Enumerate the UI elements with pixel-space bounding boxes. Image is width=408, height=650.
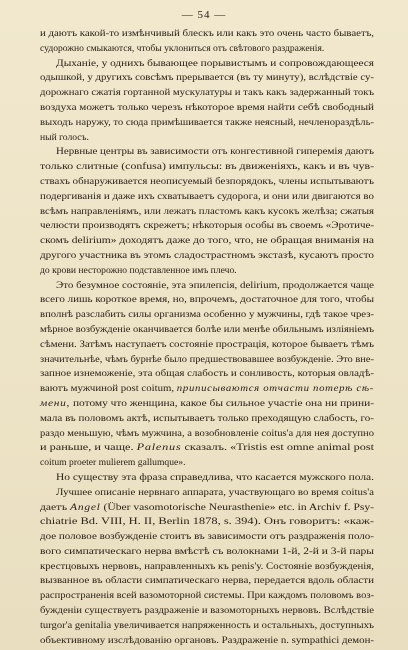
text-line (40, 71, 374, 86)
text-line-content: всѣмъ направленіямъ, или лежатъ пластомъ какъ кусокъ желѣза; сжатыя (40, 205, 374, 217)
text-line (40, 486, 374, 501)
text-line-content: другого участника въ этомъ сладострастномъ экстазѣ, кусаютъ просто (40, 249, 374, 261)
text-line (40, 323, 374, 338)
text-line (40, 456, 374, 471)
text-line-content: и раньше, и чаще. Palenus сказалъ. «Tristis est omne animal post (40, 442, 375, 454)
text-line-content: turgor'a genitalia увеличивается напряженность и остальныхъ, доступныхъ (40, 619, 374, 631)
text-line-content: до крови несторожно подставленное имъ плечо. (40, 264, 237, 276)
text-line (40, 574, 374, 589)
text-line-content: воздуха можетъ только черезъ нѣкоторое время найти себѣ свободный (40, 101, 375, 113)
text-line (40, 264, 374, 279)
text-line-content: сѣмени. Затѣмъ наступаетъ состояніе прострація, которое бываетъ тѣмъ (40, 338, 374, 350)
text-line (40, 279, 374, 294)
text-line-content: даетъ Angel (Über vasomotorische Neurasthenie» etc. in Archiv f. Psy- (40, 501, 375, 513)
text-line (40, 175, 374, 190)
text-line-content: только слитные (confusa) импульсы: въ движеніяхъ, какъ и въ чув- (40, 161, 375, 173)
text-line-content: ваютъ мужчиной post coitum, приписываются отчасти потерѣ сѣ- (40, 383, 374, 395)
text-line-content: ствахъ обнаруживается неописуемый безпорядокъ, члены испытываютъ (40, 175, 375, 187)
text-line (40, 338, 374, 353)
text-line (40, 160, 374, 175)
text-line-content: Это безумное состояніе, эта эпилепсія, delirium, продолжается чаще (56, 279, 375, 291)
text-line (40, 515, 374, 530)
text-line (40, 530, 374, 545)
text-line (40, 190, 374, 205)
text-line-content: всего лишь короткое время, но, впрочемъ, достаточное для того, чтобы (40, 294, 375, 306)
text-line-content: скомъ delirium» доходятъ даже до того, что, не обращая вниманія на (40, 235, 374, 247)
text-line-content: Лучшее описаніе нервнаго аппарата, участвующаго во время coitus'а (56, 486, 374, 498)
text-line-content: ный голосъ. (40, 131, 89, 143)
page-number: — 54 — (181, 9, 227, 21)
text-line (40, 27, 374, 42)
text-line (40, 145, 374, 160)
text-line (40, 634, 374, 649)
text-line (40, 412, 374, 427)
text-line (40, 471, 374, 486)
text-line (40, 308, 374, 323)
text-line (40, 545, 374, 560)
text-line-content: раздо меньшую, чѣмъ мужчина, а возобновленіе coitus'а для нея доступно (40, 427, 375, 439)
text-line-content: распространенія всей вазомоторной системы. При каждомъ половомъ воз- (40, 590, 375, 602)
text-line (40, 589, 374, 604)
text-line (40, 219, 374, 234)
text-line-content: запное изнеможеніе, эта общая слабость и сонливость, которыя овладѣ- (40, 368, 375, 380)
text-line-content: мѣрное возбужденіе оканчивается болѣе или менѣе обильнымъ изліяніемъ (40, 323, 375, 335)
text-line-content: вого симпатическаго нерва вмѣстѣ съ волокнами 1-й, 2-й и 3-й пары (40, 545, 374, 557)
text-line-content: одышкой, у другихъ совсѣмъ прерывается (въ ту минуту), вслѣдствіе су- (40, 72, 375, 84)
text-line (40, 619, 374, 634)
text-line (40, 101, 374, 116)
text-line (40, 116, 374, 131)
emphasis-text: приписываются отчасти потерѣ сѣ- (176, 383, 374, 395)
text-line-content: крестцовыхъ нервовъ, направленныхъ къ penis'у. Состояніе возбужденія, (40, 560, 374, 572)
text-line-content: мени, потому что женщина, какое бы сильное участіе она ни прини- (40, 397, 375, 409)
emphasis-text: мени, (40, 397, 71, 409)
text-line (40, 42, 374, 57)
text-line-content: дорожнаго сжатія гортанной мускулатуры и такъ какъ задержанный токъ (40, 87, 374, 99)
text-line-content: объективному изслѣдованію органовъ. Раздраженіе n. sympathici демон- (40, 634, 374, 646)
text-line (40, 367, 374, 382)
text-line (40, 427, 374, 442)
text-line-content: chiatrie Bd. VIII, H. II, Berlin 1878, s. 394). Онъ говоритъ: «каж- (40, 516, 375, 528)
text-line-content: вызванное въ области симпатическаго нерва, передается вдоль области (40, 575, 375, 587)
text-line (40, 131, 374, 146)
text-line-content: мала въ половомъ актѣ, испытываетъ только преходящую слабость, го- (40, 412, 374, 424)
text-line-content: Нервные центры въ зависимости отъ конгестивной гиперемія даютъ (56, 146, 375, 158)
text-line-content: бужденіи существуетъ раздраженіе и вазомоторныхъ нервовъ. Вслѣдствіе (40, 605, 375, 617)
body-text (40, 27, 374, 648)
text-line (40, 57, 374, 72)
text-line (40, 205, 374, 220)
text-line-content: дое половое возбужденіе стоитъ въ зависимости отъ раздраженія поло- (40, 531, 374, 543)
text-line-content: значительнѣе, чѣмъ бурнѣе было предшествовавшее возбужденіе. Это вне- (40, 353, 374, 365)
text-line-content: Дыханіе, у однихъ бывающее порывистымъ и сопровождающееся (56, 57, 375, 69)
emphasis-text: Angel (70, 501, 101, 513)
emphasis-text: Palenus (136, 442, 182, 454)
text-line-content: вполнѣ разслабить силы организма особенно у мужчины, гдѣ такое чрез- (40, 309, 375, 321)
text-line (40, 604, 374, 619)
text-line-content: и даютъ какой-то измѣнчивый блескъ или какъ это очень часто бываетъ, (40, 28, 375, 39)
text-line (40, 382, 374, 397)
text-line (40, 234, 374, 249)
text-line (40, 441, 374, 456)
text-line-content: Но существу эта фраза справедлива, что касается мужского пола. (56, 471, 375, 483)
text-line-content: coitum proeter mulierem gallumque». (40, 457, 186, 469)
text-line (40, 353, 374, 368)
text-line (40, 397, 374, 412)
text-line-content: судорожно смыкаются, чтобы уклониться отъ свѣтового раздраженія. (40, 42, 325, 54)
text-line (40, 249, 374, 264)
text-line-content: подергиванія и даже ихъ схватываетъ судорога, и они или двигаются во (40, 190, 375, 202)
text-line (40, 560, 374, 575)
text-line (40, 501, 374, 516)
text-line (40, 293, 374, 308)
text-line-content: выходъ наружу, то сюда примѣшивается также неясный, нечленораздѣль- (40, 116, 374, 128)
text-line (40, 86, 374, 101)
text-line-content: челюсти производятъ скрежетъ; нѣкоторыя особы въ своемъ «Эротиче- (40, 220, 374, 232)
